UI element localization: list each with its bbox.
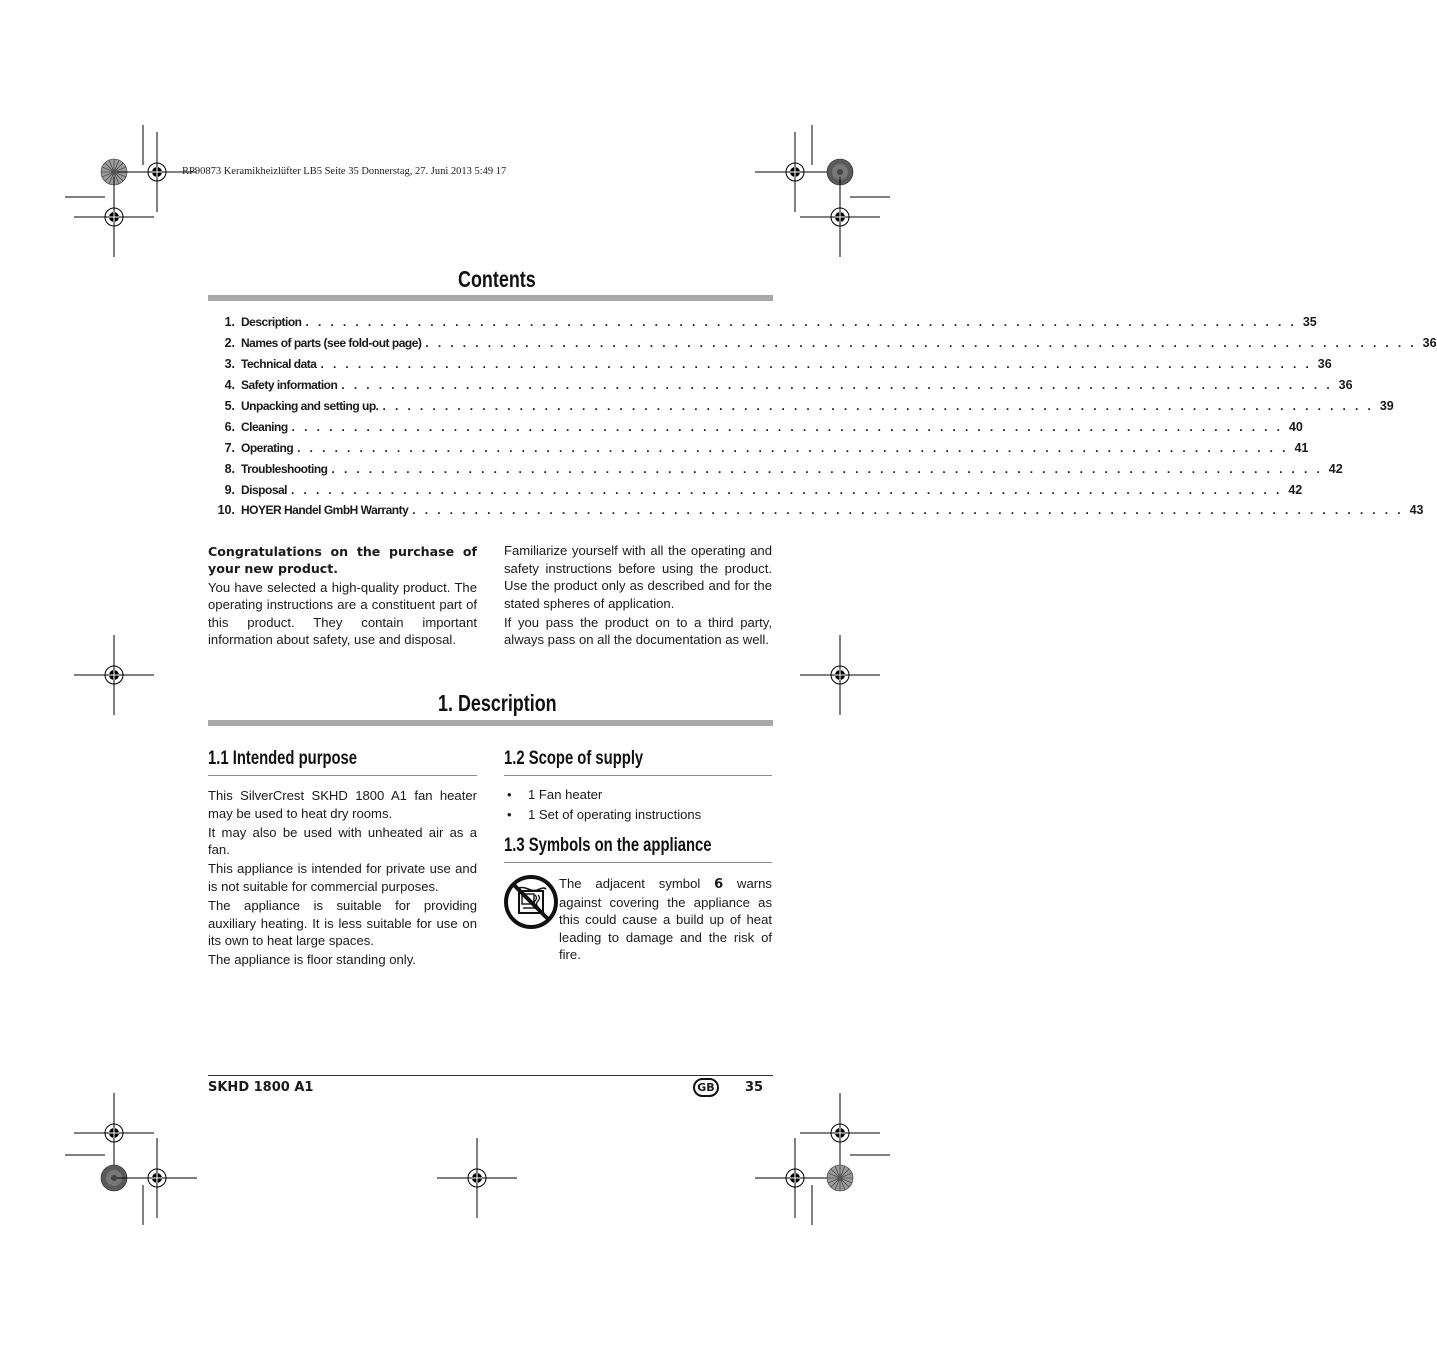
table-of-contents <box>208 312 1437 521</box>
intended-purpose-rule <box>208 775 477 776</box>
toc-page-number: 36 <box>1338 378 1353 393</box>
toc-leader-dots: . . . . . . . . . . . . . . . . . . . . . . . . . . . . . . . . . . . . . . . . . . . . . . . . . . . . . . . . . . . . . . . . . . . . . . . . . . . . . . . . <box>331 461 1323 476</box>
toc-row[interactable] <box>208 479 1303 500</box>
scope-of-supply-heading-wrap <box>504 748 682 770</box>
symbols-text-after: warns against covering the appliance as this could cause a build up of heat leading to damage and the risk of fire. <box>559 876 772 963</box>
toc-leader-dots: . . . . . . . . . . . . . . . . . . . . . . . . . . . . . . . . . . . . . . . . . . . . . . . . . . . . . . . . . . . . . . . . . . . . . . . . . . . . . . . . <box>382 399 1374 413</box>
toc-number: 8. <box>224 461 235 476</box>
toc-leader-dots: . . . . . . . . . . . . . . . . . . . . . . . . . . . . . . . . . . . . . . . . . . . . . . . . . . . . . . . . . . . . . . . . . . . . . . . . . . . . . . . . <box>341 378 1333 393</box>
toc-number: 3. <box>224 357 235 372</box>
toc-page-number: 36 <box>1422 336 1437 351</box>
toc-row[interactable] <box>208 333 1437 354</box>
toc-title: Troubleshooting <box>241 461 328 476</box>
list-item: • 1 Fan heater <box>504 785 772 805</box>
toc-row[interactable] <box>208 416 1303 437</box>
scope-of-supply-list-wrap <box>504 785 772 825</box>
toc-number: 9. <box>224 482 235 497</box>
intended-purpose-body <box>208 787 477 970</box>
toc-title: Unpacking and setting up. <box>241 399 379 413</box>
toc-leader-dots: . . . . . . . . . . . . . . . . . . . . . . . . . . . . . . . . . . . . . . . . . . . . . . . . . . . . . . . . . . . . . . . . . . . . . . . . . . . . . . . . <box>305 315 1297 330</box>
footer-model: SKHD 1800 A1 <box>208 1080 314 1095</box>
intended-purpose-paragraph: The appliance is suitable for providing auxiliary heating. It is less suitable for use on its own to heat large spaces. <box>208 898 477 949</box>
toc-title: HOYER Handel GmbH Warranty <box>241 503 409 518</box>
contents-title: Contents <box>458 266 536 292</box>
toc-title: Disposal <box>241 482 288 497</box>
toc-title: Names of parts (see fold-out page) <box>241 336 422 351</box>
symbols-text-before: The adjacent symbol <box>559 876 715 891</box>
toc-number: 10. <box>217 503 235 518</box>
intro-right-paragraph-2: If you pass the product on to a third party, always pass on all the documentation as well. <box>504 614 772 648</box>
intended-purpose-heading: 1.1 Intended purpose <box>208 748 358 769</box>
intended-purpose-paragraph: It may also be used with unheated air as a fan. <box>208 824 477 858</box>
toc-row[interactable] <box>208 354 1332 375</box>
toc-row[interactable] <box>208 437 1309 458</box>
scope-of-supply-heading: 1.2 Scope of supply <box>504 748 644 769</box>
toc-page-number: 40 <box>1288 419 1303 434</box>
toc-number: 6. <box>224 419 235 434</box>
description-rule <box>208 720 773 726</box>
toc-page-number: 42 <box>1288 482 1303 497</box>
toc-row[interactable] <box>208 312 1317 333</box>
intended-purpose-paragraph: This appliance is intended for private use and is not suitable for commercial purposes. <box>208 861 477 894</box>
intended-purpose-paragraph: The appliance is floor standing only. <box>208 952 416 968</box>
toc-row[interactable] <box>208 396 1394 417</box>
toc-page-number: 42 <box>1328 461 1343 476</box>
intro-left-paragraph: You have selected a high-quality product. The operating instructions are a constituent part of this product. They contain important information about safety, use and disposal. <box>208 579 477 648</box>
intro-heading: Congratulations on the purchase of your new product. <box>208 544 477 576</box>
symbols-heading: 1.3 Symbols on the appliance <box>504 835 712 856</box>
toc-number: 7. <box>224 440 235 455</box>
symbols-description <box>559 875 772 965</box>
toc-number: 4. <box>224 378 235 393</box>
toc-title: Safety information <box>241 378 338 393</box>
symbols-number: 6 <box>714 877 724 892</box>
toc-row[interactable] <box>208 375 1353 396</box>
description-title-wrap <box>438 690 590 717</box>
toc-title: Technical data <box>241 357 317 372</box>
toc-page-number: 36 <box>1317 357 1332 372</box>
symbols-rule <box>504 862 772 863</box>
intended-purpose-paragraph: This SilverCrest SKHD 1800 A1 fan heater may be used to heat dry rooms. <box>208 788 477 821</box>
symbols-heading-wrap <box>504 835 770 857</box>
do-not-cover-icon <box>504 875 558 929</box>
contents-title-wrap <box>458 266 558 293</box>
toc-page-number: 35 <box>1302 315 1317 330</box>
scope-of-supply-list <box>504 785 772 825</box>
toc-page-number: 43 <box>1409 503 1424 518</box>
intro-left-column <box>208 543 477 650</box>
toc-leader-dots: . . . . . . . . . . . . . . . . . . . . . . . . . . . . . . . . . . . . . . . . . . . . . . . . . . . . . . . . . . . . . . . . . . . . . . . . . . . . . . . . <box>320 357 1312 372</box>
toc-leader-dots: . . . . . . . . . . . . . . . . . . . . . . . . . . . . . . . . . . . . . . . . . . . . . . . . . . . . . . . . . . . . . . . . . . . . . . . . . . . . . . . . <box>297 440 1289 455</box>
description-title: 1. Description <box>438 690 557 716</box>
toc-leader-dots: . . . . . . . . . . . . . . . . . . . . . . . . . . . . . . . . . . . . . . . . . . . . . . . . . . . . . . . . . . . . . . . . . . . . . . . . . . . . . . . . <box>412 503 1404 518</box>
intro-right-paragraph-1: Familiarize yourself with all the operating and safety instructions before using the product. Use the product only as described and for the stated spheres of application. <box>504 543 772 611</box>
list-item: • 1 Set of operating instructions <box>504 805 772 825</box>
toc-page-number: 39 <box>1379 399 1394 413</box>
toc-leader-dots: . . . . . . . . . . . . . . . . . . . . . . . . . . . . . . . . . . . . . . . . . . . . . . . . . . . . . . . . . . . . . . . . . . . . . . . . . . . . . . . . <box>291 482 1283 497</box>
toc-title: Operating <box>241 440 294 455</box>
toc-title: Cleaning <box>241 419 288 434</box>
page-number: 35 <box>745 1080 764 1095</box>
country-badge: GB <box>693 1078 719 1097</box>
toc-number: 2. <box>224 336 235 351</box>
toc-number: 1. <box>224 315 235 330</box>
intended-purpose-heading-wrap <box>208 748 399 770</box>
toc-leader-dots: . . . . . . . . . . . . . . . . . . . . . . . . . . . . . . . . . . . . . . . . . . . . . . . . . . . . . . . . . . . . . . . . . . . . . . . . . . . . . . . . <box>291 419 1283 434</box>
toc-page-number: 41 <box>1294 440 1309 455</box>
toc-number: 5. <box>224 399 235 413</box>
symbols-paragraph <box>559 875 772 964</box>
toc-row[interactable] <box>208 458 1343 479</box>
contents-rule <box>208 295 773 301</box>
scope-of-supply-rule <box>504 775 772 776</box>
intro-right-column <box>504 542 772 651</box>
toc-row[interactable] <box>208 500 1424 521</box>
print-slug-line: RP90873 Keramikheizlüfter LB5 Seite 35 Donnerstag, 27. Juni 2013 5:49 17 <box>182 166 507 177</box>
footer-rule <box>208 1075 773 1076</box>
toc-title: Description <box>241 315 302 330</box>
toc-leader-dots: . . . . . . . . . . . . . . . . . . . . . . . . . . . . . . . . . . . . . . . . . . . . . . . . . . . . . . . . . . . . . . . . . . . . . . . . . . . . . . . . <box>425 336 1417 351</box>
